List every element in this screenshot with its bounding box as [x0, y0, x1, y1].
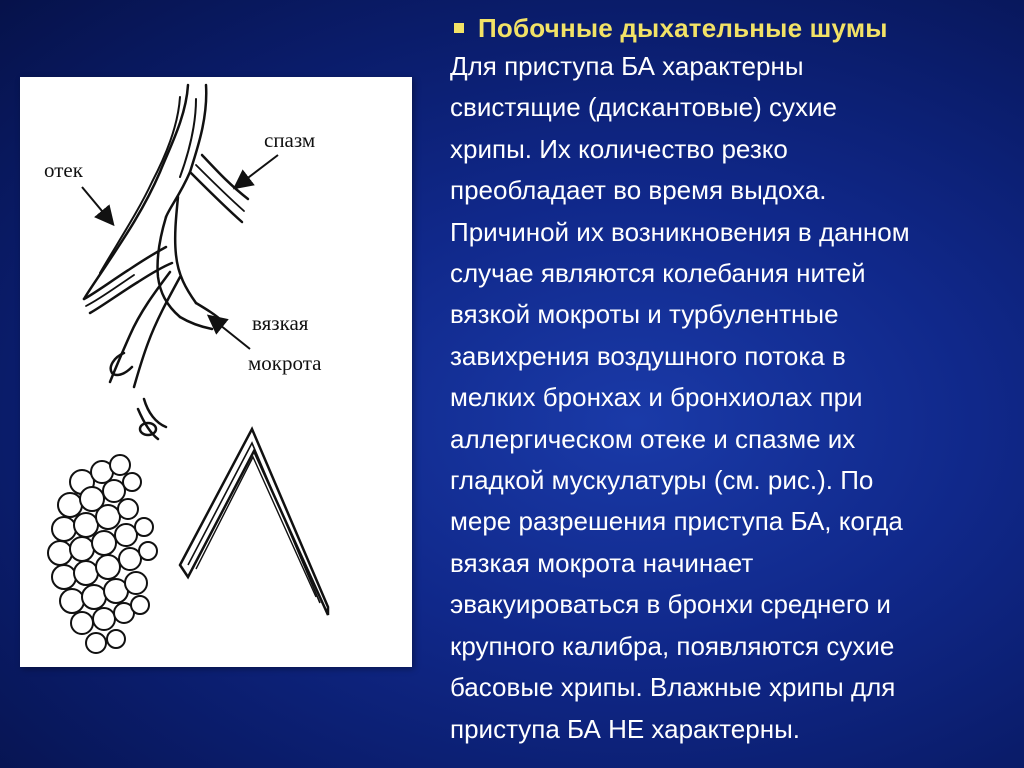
- slide-body: [450, 46, 1010, 750]
- body-line: аллергическом отеке и спазме их: [450, 423, 856, 454]
- body-line: вязкой мокроты и турбулентные: [450, 299, 839, 330]
- bronchial-tree-drawing: [20, 77, 412, 667]
- body-line: крупного калибра, появляются сухие: [450, 630, 895, 661]
- body-line: хрипы. Их количество резко: [450, 133, 788, 164]
- label-edema: отек: [44, 158, 83, 182]
- body-line: случае являются колебания нитей: [450, 258, 866, 289]
- bronchus-walls: [84, 85, 248, 439]
- square-bullet-icon: [454, 23, 464, 33]
- body-line: Причиной их возникновения в данном: [450, 216, 910, 247]
- body-line: завихрения воздушного потока в: [450, 340, 846, 371]
- alveoli-cluster: [48, 455, 157, 653]
- bronchial-illustration: [20, 77, 412, 667]
- body-line: вязкая мокрота начинает: [450, 547, 754, 578]
- body-line: мере разрешения приступа БА, когда: [450, 506, 903, 537]
- label-viscous-line1: вязкая: [252, 311, 309, 335]
- body-line: эвакуироваться в бронхи среднего и: [450, 589, 891, 620]
- airway-cross-section: [180, 429, 328, 615]
- label-spasm: спазм: [264, 128, 316, 152]
- body-line: свистящие (дискантовые) сухие: [450, 92, 837, 123]
- body-line: мелких бронхах и бронхиолах при: [450, 382, 863, 413]
- body-line: Для приступа БА характерны: [450, 51, 804, 81]
- label-viscous-line2: мокрота: [248, 351, 322, 375]
- body-line: гладкой мускулатуры (см. рис.). По: [450, 465, 874, 496]
- body-line: приступа БА НЕ характерны.: [450, 713, 800, 744]
- body-line: преобладает во время выдоха.: [450, 175, 827, 206]
- title-row: [452, 8, 888, 48]
- slide-title: Побочные дыхательные шумы: [478, 12, 888, 43]
- body-line: басовые хрипы. Влажные хрипы для: [450, 672, 896, 703]
